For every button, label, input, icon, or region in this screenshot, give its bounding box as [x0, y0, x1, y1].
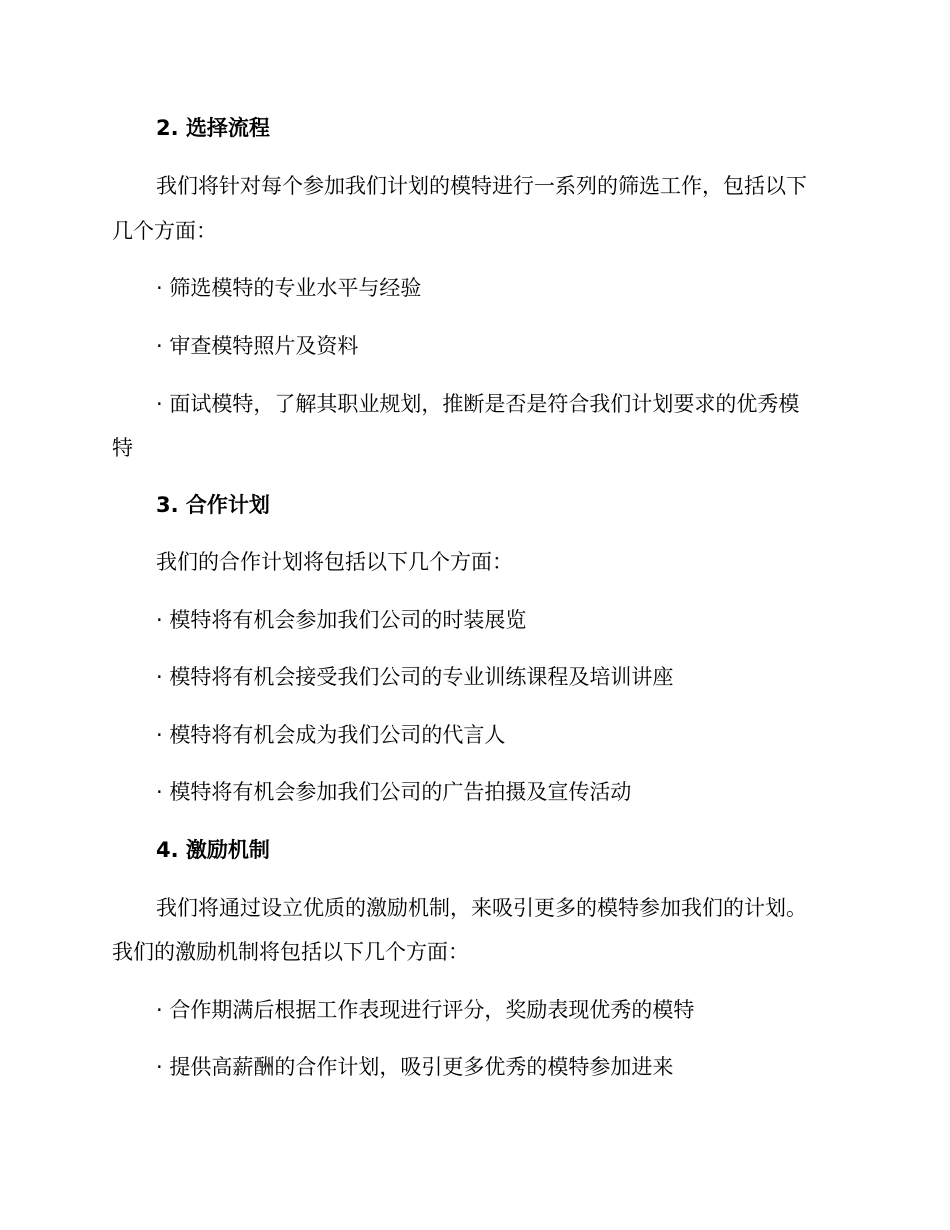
section-3-heading: 3. 合作计划 [156, 493, 270, 517]
section-2-bullet-1: · 筛选模特的专业水平与经验 [156, 276, 422, 300]
section-4-bullet-2: · 提供高薪酬的合作计划，吸引更多优秀的模特参加进来 [156, 1055, 674, 1079]
section-3-bullet-2: · 模特将有机会接受我们公司的专业训练课程及培训讲座 [156, 665, 674, 689]
section-4-bullet-1: · 合作期满后根据工作表现进行评分，奖励表现优秀的模特 [156, 998, 695, 1022]
section-3-intro: 我们的合作计划将包括以下几个方面： [156, 550, 513, 574]
section-2-bullet-3-line-2: 特 [112, 436, 133, 460]
section-2-heading: 2. 选择流程 [156, 116, 270, 140]
section-3-bullet-3: · 模特将有机会成为我们公司的代言人 [156, 723, 506, 747]
section-2-bullet-2: · 审查模特照片及资料 [156, 334, 359, 358]
section-2-bullet-3-line-1: · 面试模特，了解其职业规划，推断是否是符合我们计划要求的优秀模 [156, 392, 800, 416]
section-4-intro-line-2: 我们的激励机制将包括以下几个方面： [112, 940, 469, 964]
section-3-bullet-1: · 模特将有机会参加我们公司的时装展览 [156, 608, 527, 632]
section-3-bullet-4: · 模特将有机会参加我们公司的广告拍摄及宣传活动 [156, 780, 632, 804]
section-4-intro-line-1: 我们将通过设立优质的激励机制，来吸引更多的模特参加我们的计划。 [156, 896, 807, 920]
section-4-heading: 4. 激励机制 [156, 838, 270, 862]
section-2-intro-line-1: 我们将针对每个参加我们计划的模特进行一系列的筛选工作，包括以下 [156, 174, 807, 198]
section-2-intro-line-2: 几个方面： [112, 219, 217, 243]
